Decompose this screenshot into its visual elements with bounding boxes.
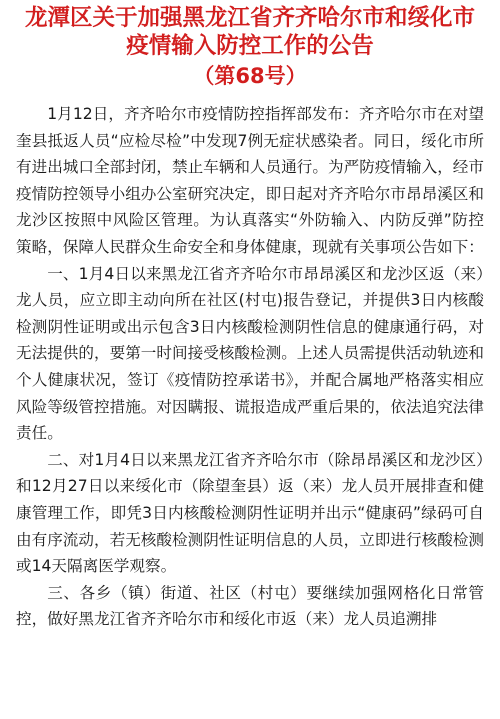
- notice-body: [16, 101, 484, 633]
- paragraph-item-3: 三、各乡（镇）街道、社区（村屯）要继续加强网格化日常管控，做好黑龙江省齐齐哈尔市和绥化市返（来）龙人员追溯排: [16, 583, 484, 629]
- notice-title: [16, 4, 484, 60]
- paragraph-item-1: 一、1月4日以来黑龙江省齐齐哈尔市昂昂溪区和龙沙区返（来）龙人员，应立即主动向所在社区(村屯)报告登记，并提供3日内核酸检测阴性证明或出示包含3日内核酸检测阴性信息的健康通行码，对无法提供的，要第一时间接受核酸检测。上述人员需提供活动轨迹和个人健康状况，签订《疫情防控承诺书》，并配合属地严格落实相应风险等级管控措施。对因瞒报、谎报造成严重后果的，依法追究法律责任。: [16, 264, 484, 443]
- paragraph-intro: 1月12日，齐齐哈尔市疫情防控指挥部发布：齐齐哈尔市在对望奎县抵返人员“应检尽检”中发现7例无症状感染者。同日，绥化市所有进出城口全部封闭，禁止车辆和人员通行。为严防疫情输入，经市疫情防控领导小组办公室研究决定，即日起对齐齐哈尔市昂昂溪区和龙沙区按照中风险区管理。为认真落实“外防输入、内防反弹”防控策略，保障人民群众生命安全和身体健康，现就有关事项公告如下：: [16, 105, 484, 256]
- notice-title-line-2: 疫情输入防控工作的公告: [126, 33, 374, 59]
- notice-number: （第68号）: [193, 64, 307, 88]
- paragraph-item-2: 二、对1月4日以来黑龙江省齐齐哈尔市（除昂昂溪区和龙沙区）和12月27日以来绥化市（除望奎县）返（来）龙人员开展排查和健康管理工作，即凭3日内核酸检测阴性证明并出示“健康码”绿码可自由有序流动，若无核酸检测阴性证明信息的人员，立即进行核酸检测或14天隔离医学观察。: [16, 450, 484, 576]
- notice-title-line-1: 龙潭区关于加强黑龙江省齐齐哈尔市和绥化市: [24, 5, 475, 31]
